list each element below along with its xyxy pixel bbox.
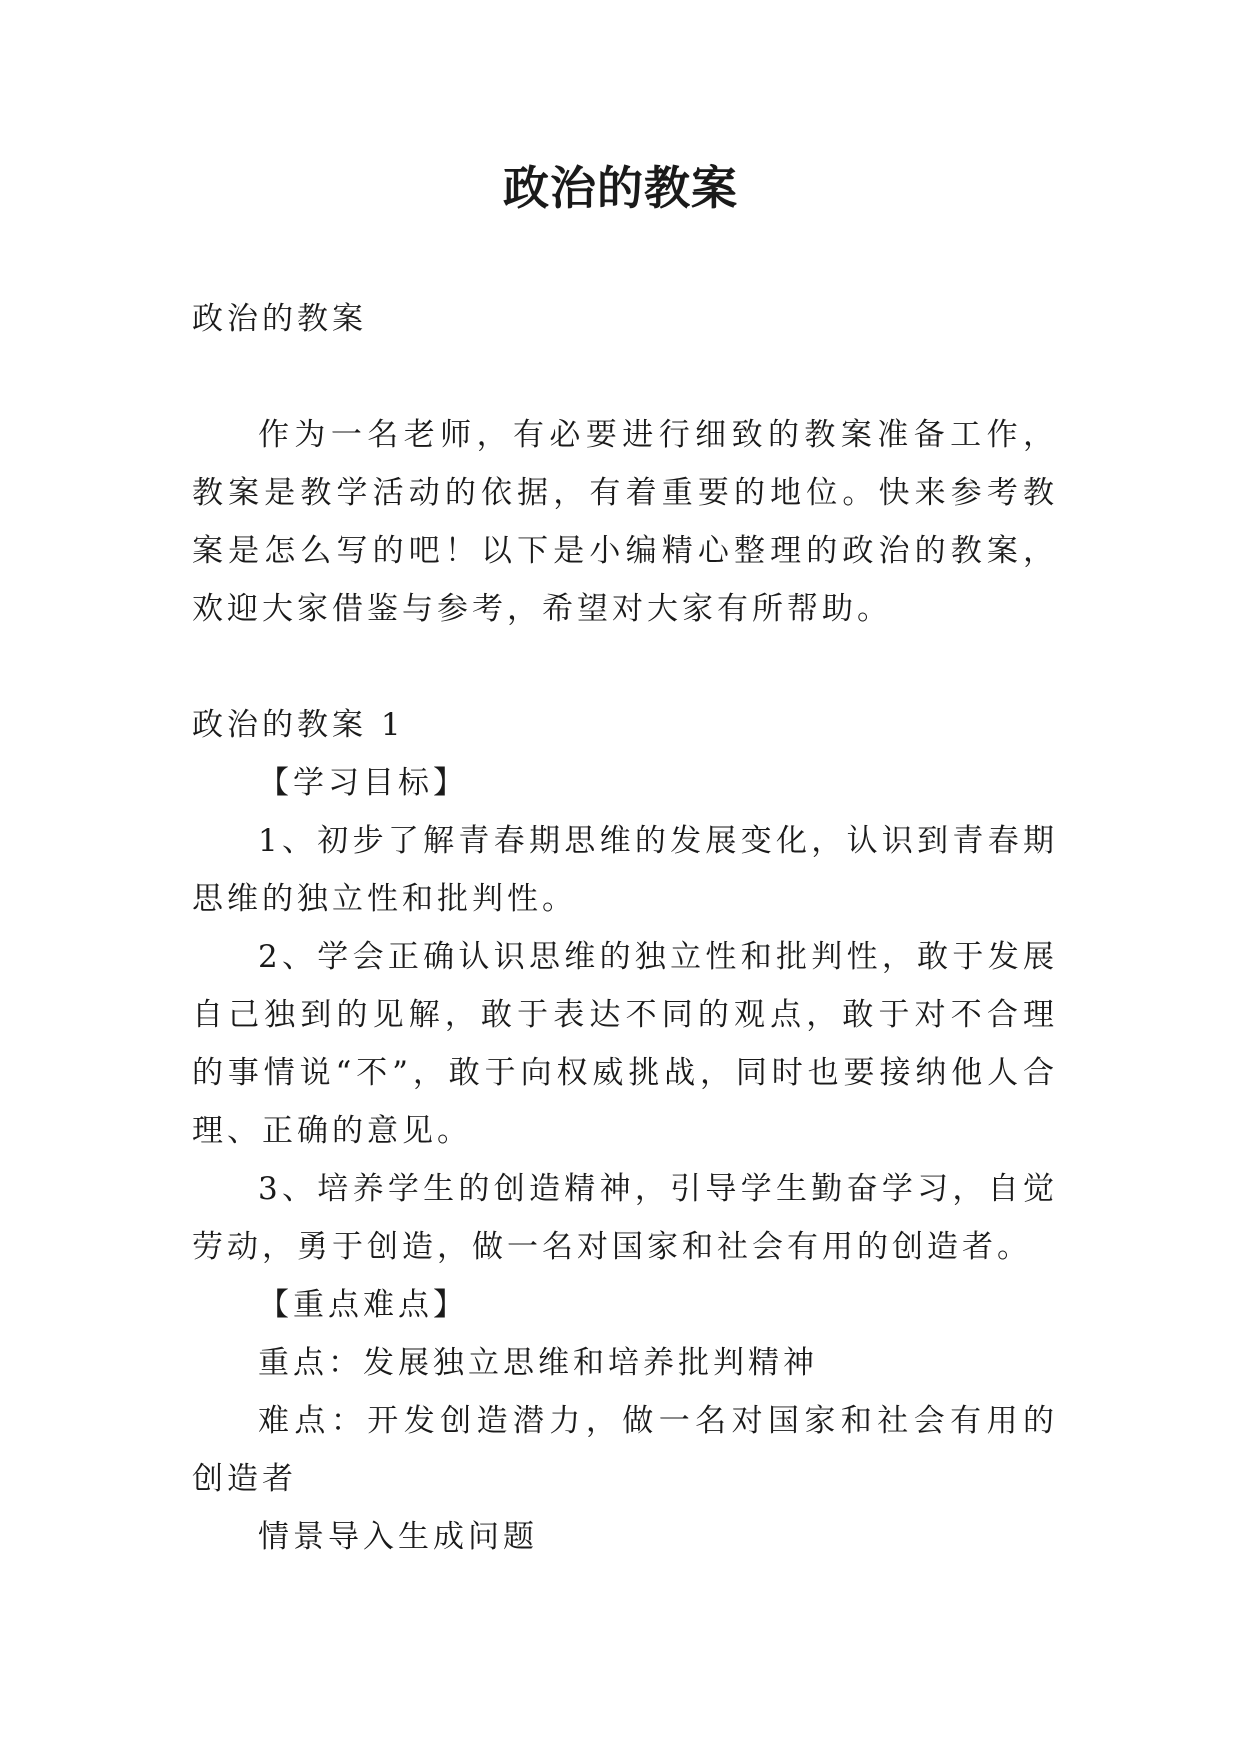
goal-item-3: 3、培养学生的创造精神，引导学生勤奋学习，自觉劳动，勇于创造，做一名对国家和社会有用的创造者。 [192, 1171, 1058, 1265]
intro-paragraph: 作为一名老师，有必要进行细致的教案准备工作，教案是教学活动的依据，有着重要的地位。快来参考教案是怎么写的吧！以下是小编精心整理的政治的教案，欢迎大家借鉴与参考，希望对大家有所帮助。 [192, 417, 1058, 627]
document-body [192, 290, 1058, 1566]
goals-heading: 【学习目标】 [258, 765, 468, 801]
goal-item-1: 1、初步了解青春期思维的发展变化，认识到青春期思维的独立性和批判性。 [192, 823, 1058, 917]
goal-item-2: 2、学会正确认识思维的独立性和批判性，敢于发展自己独到的见解，敢于表达不同的观点，敢于对不合理的事情说“不”，敢于向权威挑战，同时也要接纳他人合理、正确的意见。 [192, 939, 1058, 1149]
difficult-point: 难点：开发创造潜力，做一名对国家和社会有用的创造者 [192, 1403, 1058, 1497]
key-points-heading: 【重点难点】 [258, 1287, 468, 1323]
key-point: 重点：发展独立思维和培养批判精神 [258, 1345, 818, 1381]
document-subtitle: 政治的教案 [192, 301, 367, 337]
section-heading: 政治的教案 1 [192, 707, 405, 743]
document-title: 政治的教案 [503, 161, 738, 215]
scenario-heading: 情景导入生成问题 [258, 1519, 538, 1555]
